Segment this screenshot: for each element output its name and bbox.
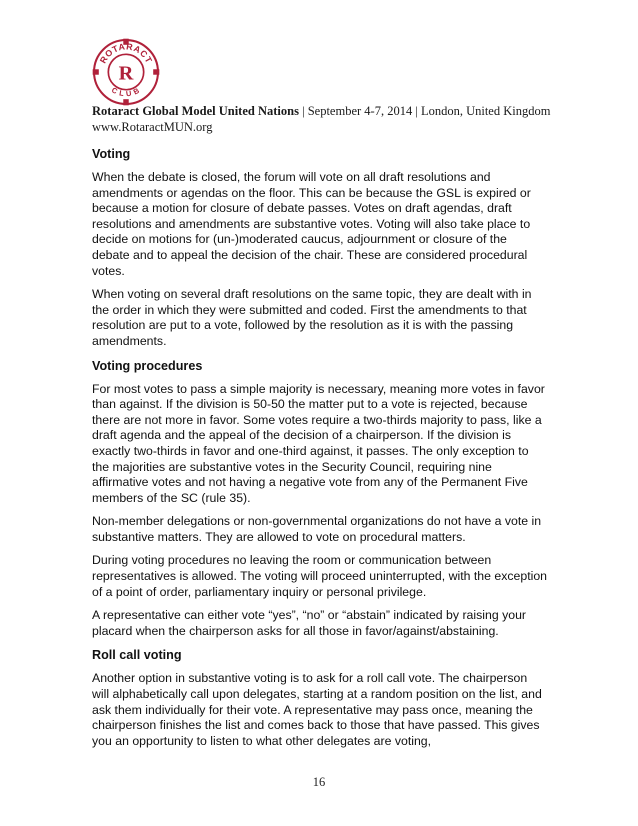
logo-bottom-text: CLUB — [110, 85, 142, 99]
paragraph: When the debate is closed, the forum will vote on all draft resolutions and amendments or agendas on the floor. This can be because the GSL is expired or because a motion for closure of debate passes. Votes on draft agendas, draft resolutions and amendments are substantive votes. Voting will also take place to decide on motions for (un-)moderated caucus, adjournment or closure of the debate and to appeal the decision of the chair. These are considered procedural votes. — [92, 170, 531, 278]
page-number: 16 — [312, 775, 326, 789]
section-heading-roll-call-voting: Roll call voting — [92, 648, 182, 663]
header-org: Rotaract Global Model United Nations — [92, 104, 299, 118]
paragraph: A representative can either vote “yes”, “no” or “abstain” indicated by raising your placard when the chairperson asks for all those in favor/against/abstaining. — [92, 608, 527, 638]
paragraph: When voting on several draft resolutions on the same topic, they are dealt with in the order in which they were submitted and coded. First the amendments to that resolution are put to a vote, followed by the resolution as it is with the passing amendments. — [92, 287, 532, 348]
header-details: September 4-7, 2014 | London, United Kingdom www.RotaractMUN.org — [92, 104, 551, 134]
logo-letter: R — [118, 62, 134, 85]
paragraph: Non-member delegations or non-governmental organizations do not have a vote in substantive matters. They are allowed to vote on procedural matters. — [92, 514, 542, 544]
paragraph: During voting procedures no leaving the room or communication between representatives is allowed. The voting will proceed uninterrupted, with the exception of a point of order, parliamentary inquiry or personal privilege. — [92, 553, 548, 599]
section-heading-voting-procedures: Voting procedures — [92, 358, 203, 373]
section-heading-voting: Voting — [92, 147, 131, 161]
document-body — [92, 146, 547, 757]
svg-text:CLUB — [110, 85, 142, 98]
paragraph: For most votes to pass a simple majority is necessary, meaning more votes in favor than against. If the division is 50-50 the matter put to a vote is rejected, because there are not more in favor. Some votes require a two-thirds majority to pass, like a draft agenda and the appeal of the decision of a chairperson. If the division is exactly two-thirds in favor and one-third against, it passes. The only exception to the majorities are substantive votes in the Security Council, requiring nine affirmative votes and not having a negative vote from any of the Permanent Five members of the SC (rule 35). — [92, 381, 545, 505]
document-header — [92, 103, 552, 135]
header-separator: | — [298, 104, 308, 118]
rotaract-club-logo — [92, 38, 160, 106]
paragraph: Another option in substantive voting is to ask for a roll call vote. The chairperson will alphabetically call upon delegates, starting at a random position on the list, and ask them individually for their vote. A representative may pass once, meaning the chairperson finishes the list and comes back to those that have passed. This gives you an opportunity to listen to what other delegates are voting, — [92, 671, 542, 748]
svg-text:ROTARACT — [98, 41, 154, 65]
logo-top-text: ROTARACT — [97, 41, 155, 66]
